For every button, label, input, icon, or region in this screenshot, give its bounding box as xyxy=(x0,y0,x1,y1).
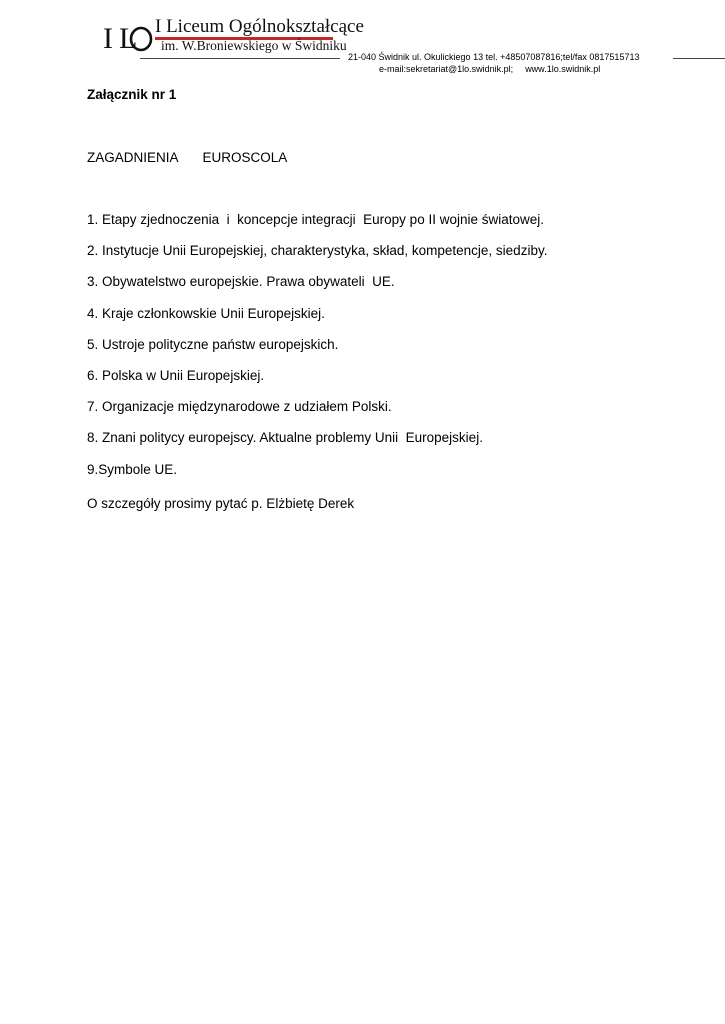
topic-item: 2. Instytucje Unii Europejskiej, charakterystyka, skład, kompetencje, siedziby. xyxy=(87,243,548,259)
topic-item: 7. Organizacje międzynarodowe z udziałem Polski. xyxy=(87,399,392,415)
school-name: I Liceum Ogólnokształcące xyxy=(155,16,364,37)
section-title xyxy=(87,150,287,166)
letterhead-rule-right xyxy=(673,58,725,59)
topic-item: 9.Symbole UE. xyxy=(87,461,178,477)
section-title-part1: ZAGADNIENIA xyxy=(87,150,179,165)
topic-item: 5. Ustroje polityczne państw europejskich. xyxy=(87,336,339,352)
section-title-part2: EUROSCOLA xyxy=(202,150,288,165)
attachment-title: Załącznik nr 1 xyxy=(87,87,177,102)
svg-text:I: I xyxy=(103,22,113,55)
school-contact xyxy=(379,64,600,75)
topic-item: 3. Obywatelstwo europejskie. Prawa obywateli UE. xyxy=(87,274,395,290)
topic-item: 6. Polska w Unii Europejskiej. xyxy=(87,367,265,383)
svg-text:L: L xyxy=(119,22,138,55)
letterhead xyxy=(0,0,725,80)
school-website: www.1lo.swidnik.pl xyxy=(525,64,601,74)
school-address: 21-040 Świdnik ul. Okulickiego 13 tel. +48507087816;tel/fax 0817515713 xyxy=(348,52,640,62)
school-logo xyxy=(101,18,161,58)
school-subname: im. W.Broniewskiego w Świdniku xyxy=(161,38,347,53)
school-email: e-mail:sekretariat@1lo.swidnik.pl; xyxy=(379,64,514,74)
topic-item: 8. Znani politycy europejscy. Aktualne problemy Unii Europejskiej. xyxy=(87,430,483,446)
letterhead-rule-left xyxy=(140,58,340,59)
topic-list xyxy=(87,212,547,493)
topic-item: 4. Kraje członkowskie Unii Europejskiej. xyxy=(87,305,325,321)
topic-item: 1. Etapy zjednoczenia i koncepcje integracji Europy po II wojnie światowej. xyxy=(87,212,544,227)
contact-note: O szczegóły prosimy pytać p. Elżbietę Derek xyxy=(87,496,355,511)
